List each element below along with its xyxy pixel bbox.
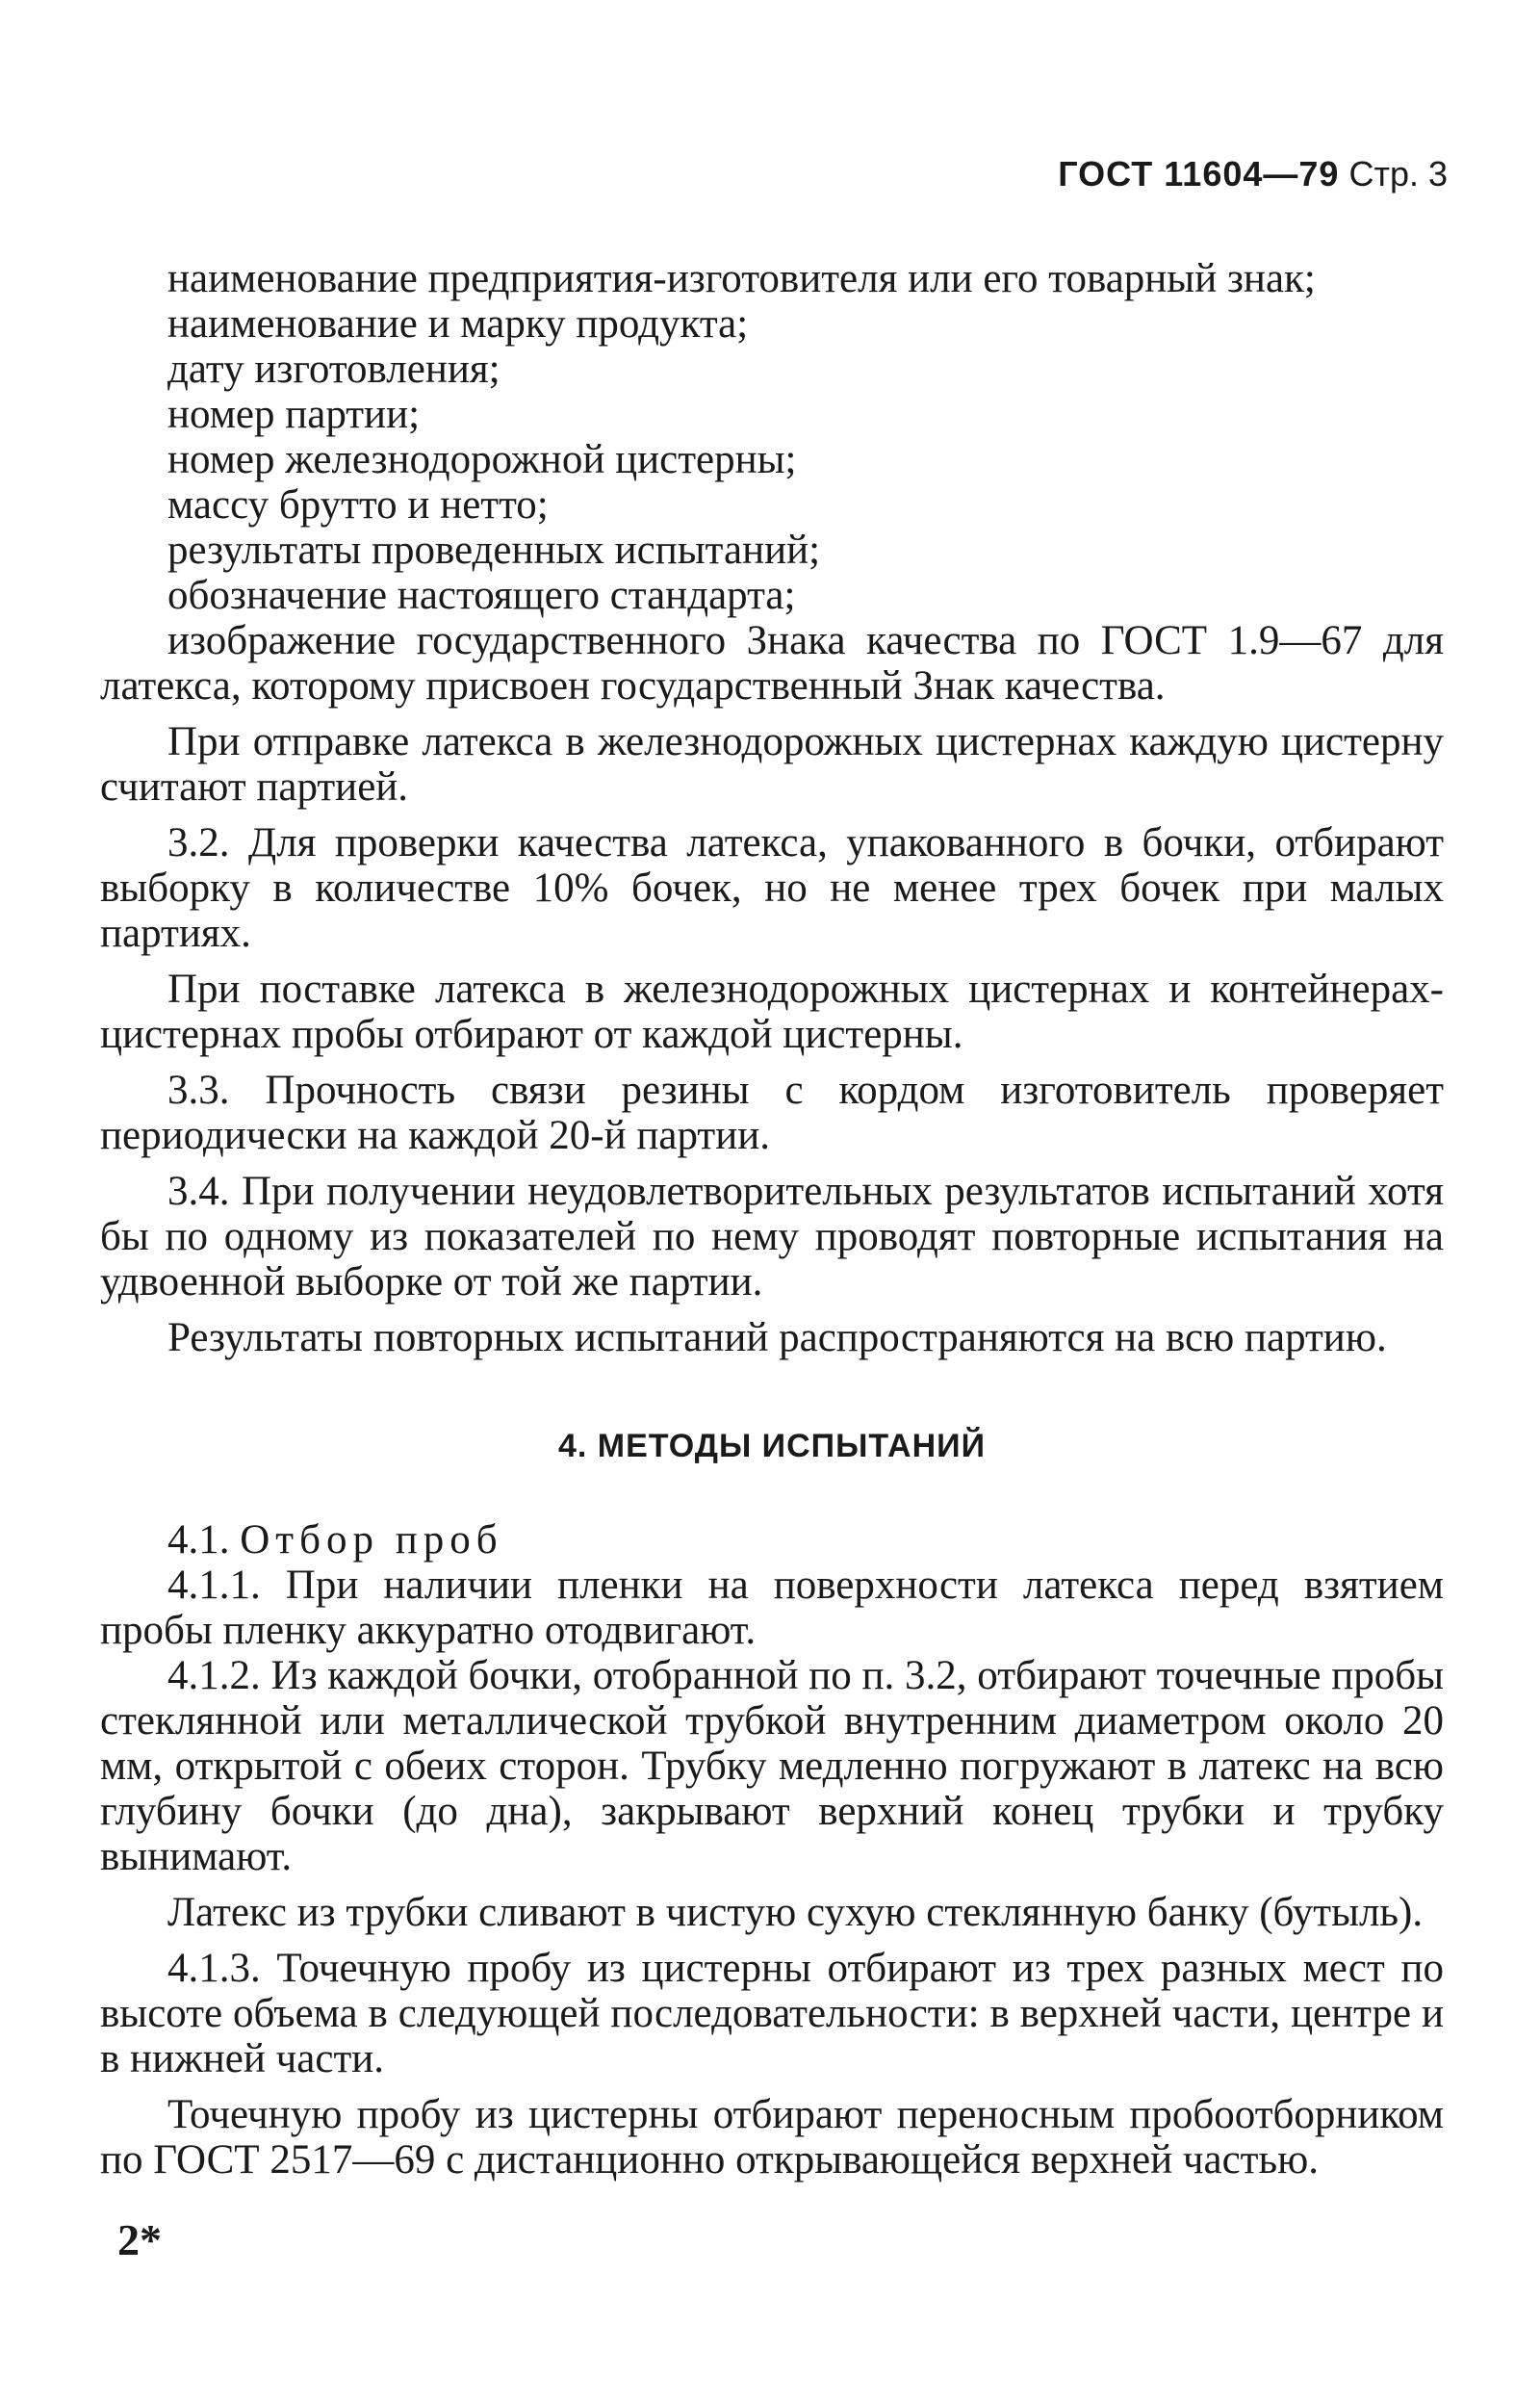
paragraph: 3.4. При получении неудовлетворительных результатов испытаний хотя бы по одному из показателей по нему проводят повторные испытания на удвоенной выборке от той же партии. (100, 1169, 1444, 1305)
paragraph: При поставке латекса в железнодорожных цистернах и контейнерах-цистернах пробы отбирают от каждой цистерны. (100, 967, 1444, 1057)
page-number: Стр. 3 (1348, 154, 1448, 194)
document-body (100, 256, 1444, 2183)
paragraph: Результаты повторных испытаний распространяются на всю партию. (167, 1315, 1387, 1360)
page-header (1058, 154, 1448, 194)
list-item: наименование и марку продукта; (167, 301, 749, 347)
subsection-number: 4.1. (167, 1517, 230, 1563)
list-item: номер железнодорожной цистерны; (167, 437, 797, 482)
paragraph: 3.3. Прочность связи резины с кордом изготовитель проверяет периодически на каждой 20-й партии. (100, 1068, 1444, 1158)
list-item: массу брутто и нетто; (167, 482, 549, 528)
standard-number: ГОСТ 11604—79 (1058, 154, 1340, 194)
paragraph: Точечную пробу из цистерны отбирают переносным пробоотборником по ГОСТ 2517—69 с дистанционно открывающейся верхней частью. (100, 2092, 1444, 2183)
subsection-heading (100, 1517, 1444, 1563)
list-item: результаты проведенных испытаний; (167, 528, 821, 573)
paragraph: 3.2. Для проверки качества латекса, упакованного в бочки, отбирают выборку в количестве 10% бочек, но не менее трех бочек при малых партиях. (100, 820, 1444, 956)
subsection-title: Отбор проб (240, 1517, 503, 1563)
list-item: изображение государственного Знака качества по ГОСТ 1.9—67 для латекса, которому присвоен государственный Знак качества. (100, 618, 1444, 709)
paragraph: 4.1.2. Из каждой бочки, отобранной по п. 3.2, отбирают точечные пробы стеклянной или металлической трубкой внутренним диаметром около 20 мм, открытой с обеих сторон. Трубку медленно погружают в латекс на всю глубину бочки (до дна), закрывают верхний конец трубки и трубку вынимают. (100, 1653, 1444, 1879)
list-item: наименование предприятия-изготовителя или его товарный знак; (167, 256, 1316, 301)
paragraph: 4.1.1. При наличии пленки на поверхности латекса перед взятием пробы пленку аккуратно отодвигают. (100, 1563, 1444, 1653)
list-item: обозначение настоящего стандарта; (167, 573, 796, 618)
paragraph: 4.1.3. Точечную пробу из цистерны отбирают из трех разных мест по высоте объема в следующей последовательности: в верхней части, центре и в нижней части. (100, 1946, 1444, 2081)
list-item: дату изготовления; (167, 347, 500, 392)
signature-mark: 2* (117, 2215, 162, 2264)
paragraph: При отправке латекса в железнодорожных цистернах каждую цистерну считают партией. (100, 719, 1444, 810)
paragraph: Латекс из трубки сливают в чистую сухую стеклянную банку (бутыль). (167, 1890, 1424, 1935)
section-heading: 4. МЕТОДЫ ИСПЫТАНИЙ (558, 1428, 986, 1464)
list-item: номер партии; (167, 392, 421, 437)
